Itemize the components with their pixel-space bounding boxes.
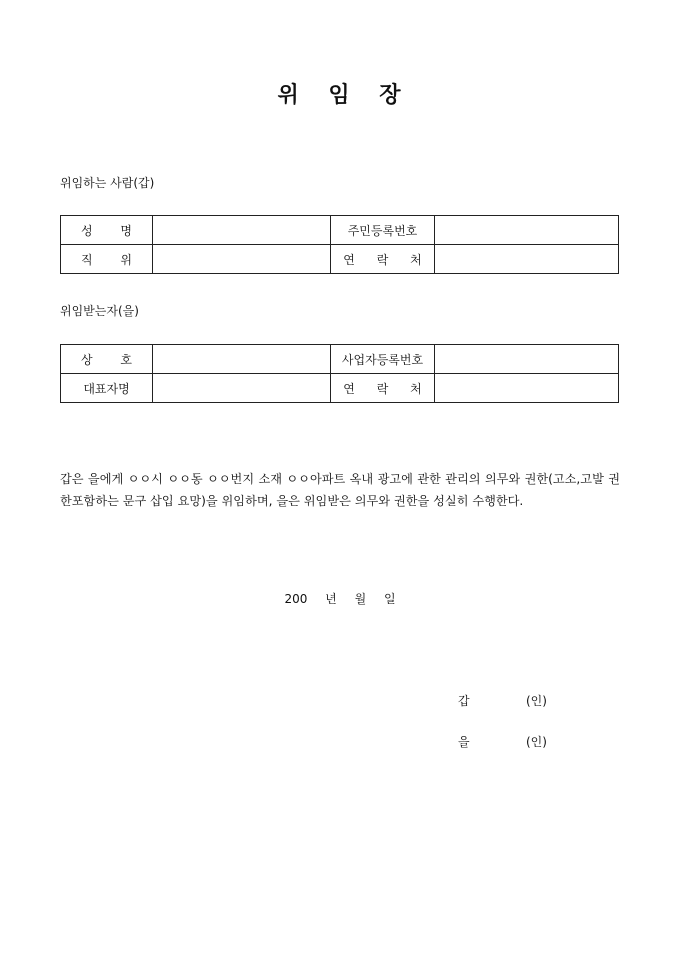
contact-field[interactable] xyxy=(435,245,619,274)
resident-number-field[interactable] xyxy=(435,216,619,245)
contact-label: 연 락 처 xyxy=(331,245,435,274)
representative-field[interactable] xyxy=(153,374,331,403)
position-field[interactable] xyxy=(153,245,331,274)
business-number-label: 사업자등록번호 xyxy=(331,345,435,374)
document-title: 위 임 장 xyxy=(277,82,403,108)
company-name-field[interactable] xyxy=(153,345,331,374)
name-field[interactable] xyxy=(153,216,331,245)
date-line: 200 년 월 일 xyxy=(284,592,396,606)
grantor-seal: (인) xyxy=(526,694,547,708)
business-number-field[interactable] xyxy=(435,345,619,374)
table-row xyxy=(61,345,619,374)
grantor-signature-label: 갑 xyxy=(458,694,470,708)
representative-label: 대표자명 xyxy=(61,374,153,403)
grantor-label: 위임하는 사람(갑) xyxy=(60,176,155,190)
table-row xyxy=(61,216,619,245)
grantee-seal: (인) xyxy=(526,735,547,749)
name-label: 성 명 xyxy=(61,216,153,245)
position-label: 직 위 xyxy=(61,245,153,274)
contact-field[interactable] xyxy=(435,374,619,403)
grantee-signature-label: 을 xyxy=(458,735,470,749)
table-row xyxy=(61,245,619,274)
delegation-text: 갑은 을에게 ㅇㅇ시 ㅇㅇ동 ㅇㅇ번지 소재 ㅇㅇ아파트 옥내 광고에 관한 관리의 의무와 권한(고소,고발 권한포함하는 문구 삽입 요망)을 위임하며, 을은 위임받은 의무와 권한을 성실히 수행한다. xyxy=(60,472,620,508)
table-row xyxy=(61,374,619,403)
grantee-table xyxy=(60,344,619,403)
company-name-label: 상 호 xyxy=(61,345,153,374)
resident-number-label: 주민등록번호 xyxy=(331,216,435,245)
grantor-table xyxy=(60,215,619,274)
contact-label: 연 락 처 xyxy=(331,374,435,403)
grantee-label: 위임받는자(을) xyxy=(60,304,139,318)
